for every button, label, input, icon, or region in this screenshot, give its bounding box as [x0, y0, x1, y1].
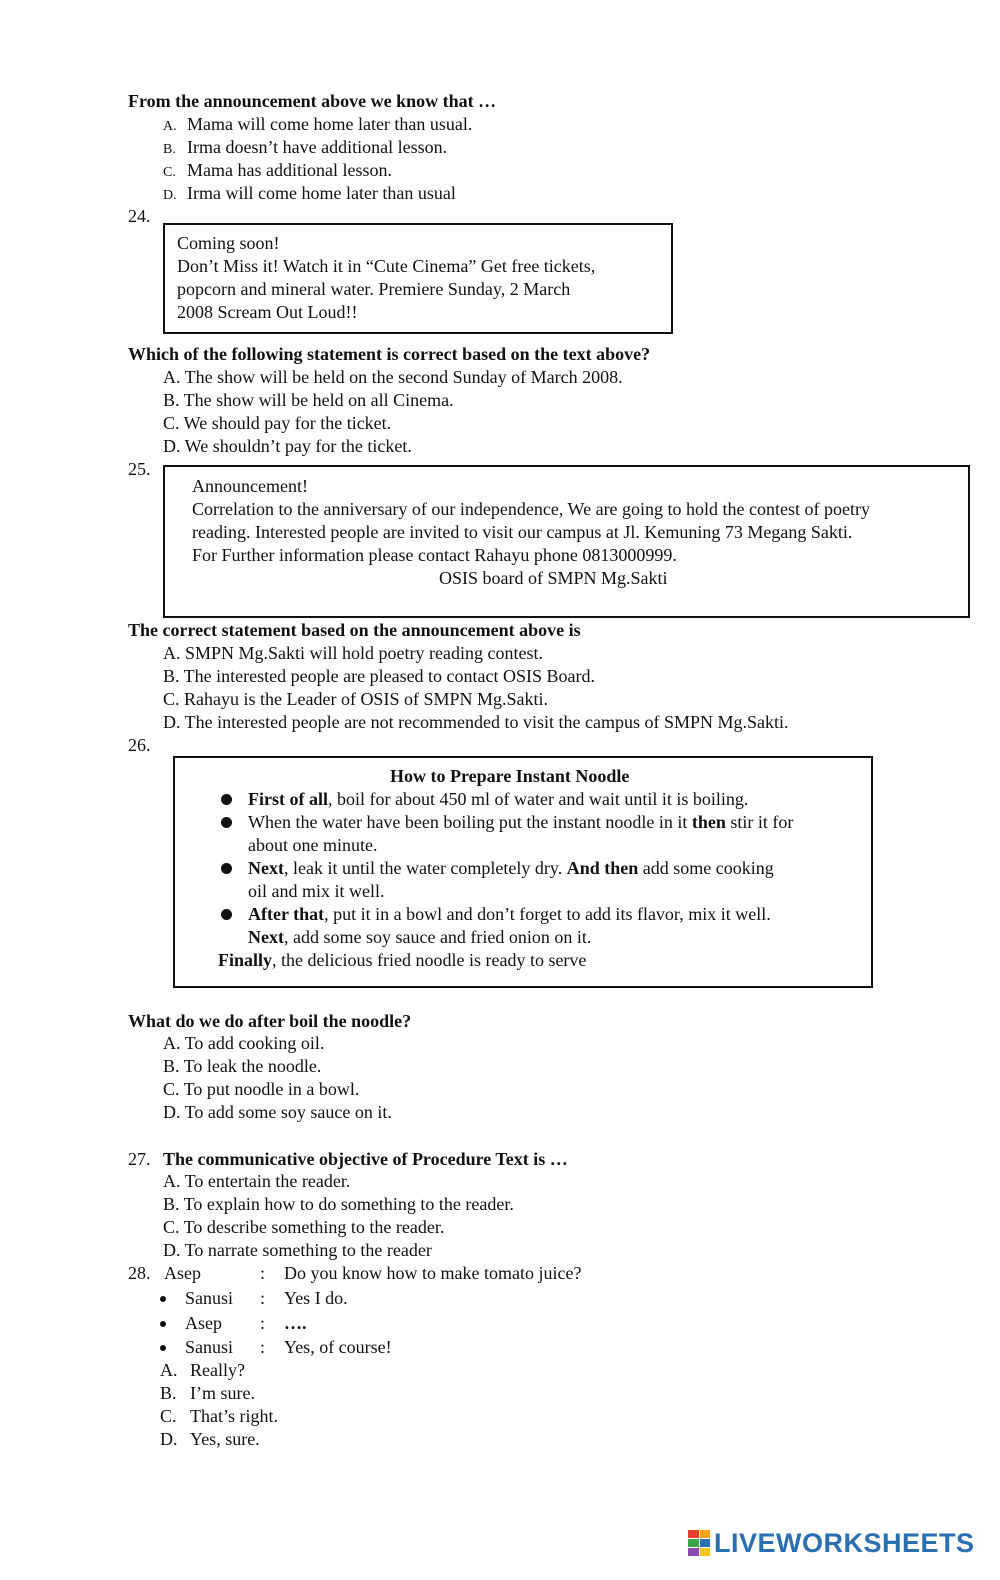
option-letter: A. — [160, 1360, 178, 1380]
logo-tile — [700, 1539, 711, 1547]
option-a[interactable]: A. To add cooking oil. — [163, 1033, 325, 1053]
option-text: Mama has additional lesson. — [187, 160, 392, 180]
procedure-title: How to Prepare Instant Noodle — [390, 766, 630, 786]
bullet-icon — [221, 794, 232, 805]
procedure-step: After that, put it in a bowl and don’t forget to add its flavor, mix it well. — [248, 904, 771, 924]
option-letter: A. — [163, 119, 177, 134]
option-d[interactable]: D. We shouldn’t pay for the ticket. — [163, 436, 412, 456]
bullet-icon — [221, 863, 232, 874]
dialog-line: Yes I do. — [284, 1288, 348, 1308]
question-24: Which of the following statement is correct based on the text above? — [128, 344, 651, 364]
bullet-icon — [221, 817, 232, 828]
option-d[interactable] — [160, 1428, 260, 1451]
option-text: Yes, sure. — [190, 1429, 260, 1449]
question-number: 25. — [128, 459, 151, 479]
dialog-line: Yes, of course! — [284, 1337, 392, 1357]
option-b[interactable]: B. The interested people are pleased to contact OSIS Board. — [163, 666, 596, 686]
procedure-step: When the water have been boiling put the instant noodle in it then stir it for — [248, 812, 794, 832]
liveworksheets-logo[interactable] — [688, 1528, 975, 1558]
dialog-blank: …. — [284, 1313, 307, 1333]
option-text: I’m sure. — [190, 1383, 255, 1403]
question-25: The correct statement based on the announcement above is — [128, 620, 581, 640]
option-a[interactable]: A. The show will be held on the second Sunday of March 2008. — [163, 367, 623, 387]
box-line: For Further information please contact Rahayu phone 0813000999. — [192, 545, 677, 565]
question-26: What do we do after boil the noodle? — [128, 1011, 412, 1031]
logo-tile — [700, 1548, 711, 1556]
bullet-icon — [160, 1345, 166, 1351]
option-d[interactable] — [163, 182, 456, 207]
option-letter: B. — [160, 1383, 177, 1403]
dialog-speaker: Sanusi — [185, 1337, 234, 1357]
option-a[interactable]: A. To entertain the reader. — [163, 1171, 351, 1191]
box-line: popcorn and mineral water. Premiere Sunday, 2 March — [177, 279, 571, 299]
dialog-colon: : — [260, 1337, 266, 1357]
liveworksheets-logo-icon — [688, 1530, 710, 1556]
box-line: 2008 Scream Out Loud!! — [177, 302, 358, 322]
question-27: The communicative objective of Procedure Text is … — [163, 1149, 568, 1169]
question-number: 24. — [128, 206, 151, 226]
dialog-speaker: Asep — [185, 1313, 222, 1333]
bullet-icon — [160, 1296, 166, 1302]
logo-tile — [688, 1539, 699, 1547]
option-letter: C. — [163, 165, 176, 180]
option-letter: D. — [160, 1429, 178, 1449]
option-b[interactable]: B. To explain how to do something to the reader. — [163, 1194, 514, 1214]
option-b[interactable]: B. The show will be held on all Cinema. — [163, 390, 454, 410]
logo-tile — [688, 1530, 699, 1538]
option-text: Irma will come home later than usual — [187, 183, 456, 203]
procedure-step-cont: oil and mix it well. — [248, 881, 385, 901]
option-a[interactable] — [160, 1359, 245, 1382]
option-b[interactable]: B. To leak the noodle. — [163, 1056, 322, 1076]
dialog-colon: : — [260, 1313, 266, 1333]
option-letter: D. — [163, 188, 177, 203]
question-number: 27. — [128, 1149, 151, 1169]
question-number: 28. — [128, 1263, 151, 1283]
option-d[interactable]: D. To narrate something to the reader — [163, 1240, 432, 1260]
option-d[interactable]: D. The interested people are not recommended to visit the campus of SMPN Mg.Sakti. — [163, 712, 789, 732]
box-line: Announcement! — [192, 476, 308, 496]
procedure-step-cont: Next, add some soy sauce and fried onion on it. — [248, 927, 592, 947]
procedure-step: First of all, boil for about 450 ml of water and wait until it is boiling. — [248, 789, 749, 809]
brand-name: LIVEWORKSHEETS — [714, 1527, 975, 1558]
dialog-colon: : — [260, 1288, 266, 1308]
option-text: That’s right. — [190, 1406, 278, 1426]
option-letter: C. — [160, 1406, 177, 1426]
option-text: Really? — [190, 1360, 245, 1380]
dialog-speaker: Sanusi — [185, 1288, 234, 1308]
dialog-speaker: Asep — [164, 1263, 201, 1283]
box-line: Coming soon! — [177, 233, 280, 253]
procedure-step: Next, leak it until the water completely dry. And then add some cooking — [248, 858, 774, 878]
option-c[interactable]: C. To put noodle in a bowl. — [163, 1079, 360, 1099]
procedure-final: Finally, the delicious fried noodle is ready to serve — [218, 950, 587, 970]
dialog-line: Do you know how to make tomato juice? — [284, 1263, 582, 1283]
option-c[interactable]: C. Rahayu is the Leader of OSIS of SMPN Mg.Sakti. — [163, 689, 548, 709]
option-c[interactable] — [163, 159, 392, 184]
box-line: Correlation to the anniversary of our independence, We are going to hold the contest of poetry — [192, 499, 871, 519]
option-text: Mama will come home later than usual. — [187, 114, 473, 134]
logo-tile — [688, 1548, 699, 1556]
option-a[interactable] — [163, 113, 472, 138]
option-b[interactable] — [160, 1382, 255, 1405]
option-letter: B. — [163, 142, 176, 157]
bullet-icon — [221, 909, 232, 920]
procedure-step-cont: about one minute. — [248, 835, 378, 855]
logo-tile — [700, 1530, 711, 1538]
option-d[interactable]: D. To add some soy sauce on it. — [163, 1102, 392, 1122]
box-line: reading. Interested people are invited to visit our campus at Jl. Kemuning 73 Megang Sakti. — [192, 522, 853, 542]
option-b[interactable] — [163, 136, 447, 161]
bullet-icon — [160, 1321, 166, 1327]
dialog-colon: : — [260, 1263, 266, 1283]
option-a[interactable]: A. SMPN Mg.Sakti will hold poetry reading contest. — [163, 643, 543, 663]
question-23: From the announcement above we know that … — [128, 91, 497, 111]
option-c[interactable] — [160, 1405, 278, 1428]
announcement-signature: OSIS board of SMPN Mg.Sakti — [439, 568, 668, 588]
question-number: 26. — [128, 735, 151, 755]
option-text: Irma doesn’t have additional lesson. — [187, 137, 448, 157]
box-line: Don’t Miss it! Watch it in “Cute Cinema” Get free tickets, — [177, 256, 596, 276]
option-c[interactable]: C. We should pay for the ticket. — [163, 413, 392, 433]
option-c[interactable]: C. To describe something to the reader. — [163, 1217, 445, 1237]
